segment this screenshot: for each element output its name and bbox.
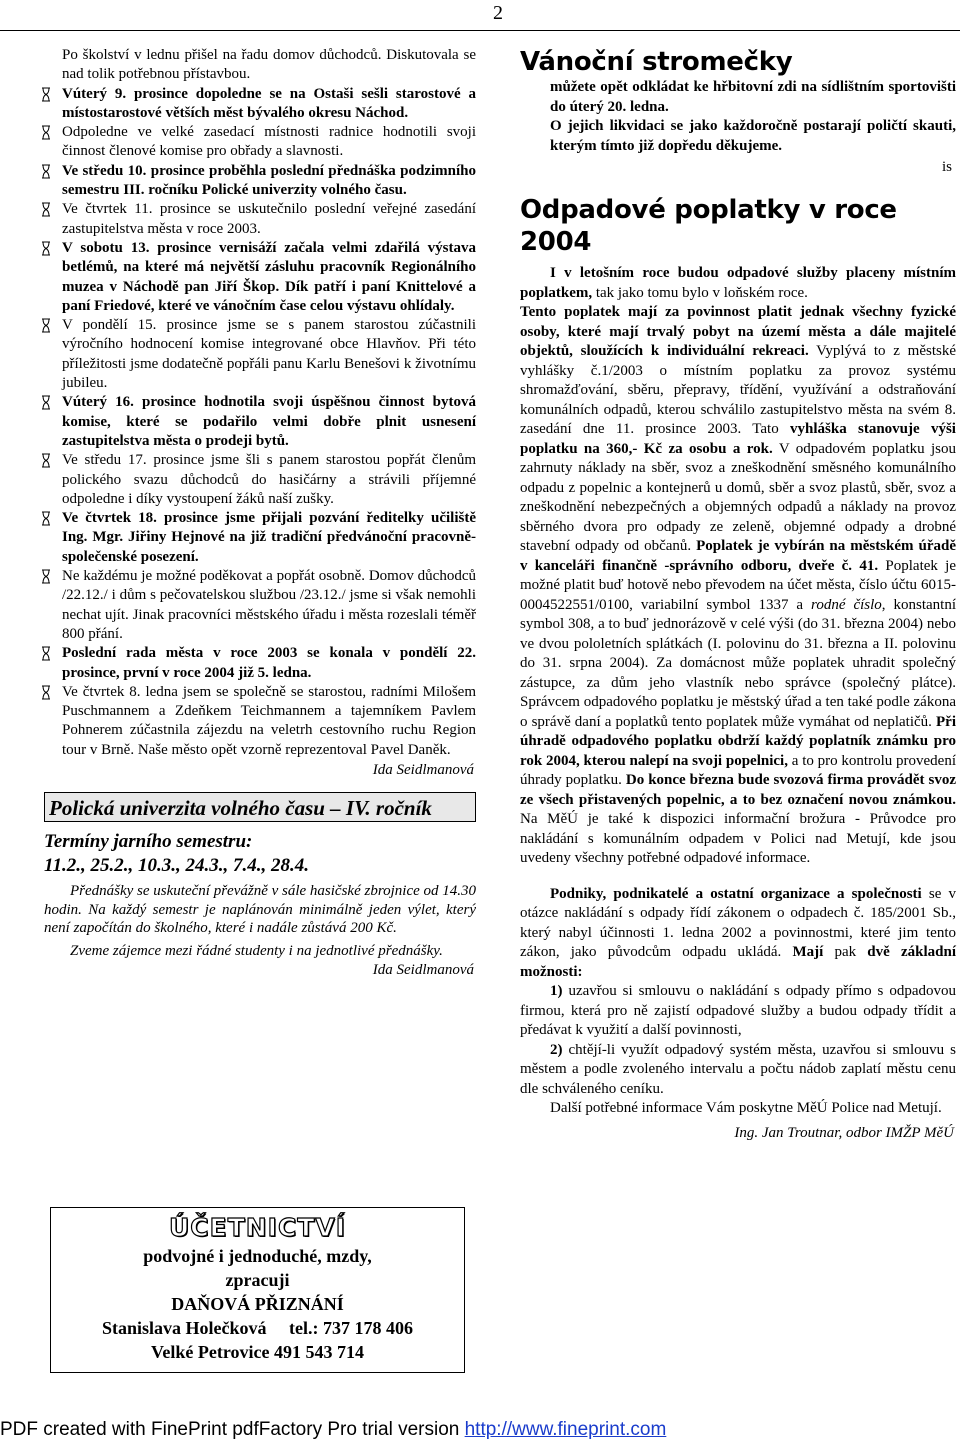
ad-line: zpracuji [225, 1270, 290, 1290]
hourglass-bullet-icon [40, 646, 52, 661]
signature: Ida Seidlmanová [372, 962, 474, 979]
chronicle-entry [36, 200, 476, 239]
paragraph: můžete opět odkládat ke hřbitovní zdi na sídlištním sportovišti do úterý 20. ledna. [550, 79, 956, 115]
ad-title: ÚČETNICTVÍ [168, 1213, 347, 1242]
signature: Ida Seidlmanová [372, 761, 474, 778]
paragraph: 2) chtějí-li využít odpadový systém města, uzavřou si smlouvu s městem a podle zvoleného intervalu a počtu nádob zaplatí městu cenu dle schváleného ceníku. [520, 1041, 956, 1097]
header-rule [0, 30, 960, 31]
footer-text: PDF created with FinePrint pdfFactory Pro trial version [0, 1419, 465, 1440]
hourglass-bullet-icon [40, 453, 52, 468]
chronicle-text: Ve středu 10. prosince proběhla poslední přednáška podzimního semestru III. ročníku Polické univerzity volného času. [62, 162, 476, 199]
chronicle-text: Ve čtvrtek 8. ledna jsem se společně se starostou, radními Milošem Puschmannem a Zdeňkem Teichmannem a tajemníkem Pavlem Pohnerem zúčastnila zájezdu na veletrh cestovního ruchu Region tour v Brně. Naše město opět vzorně reprezentoval Pavel Daněk. [62, 683, 476, 758]
right-column [520, 46, 956, 1143]
hourglass-bullet-icon [40, 685, 52, 700]
chronicle-entry [36, 644, 476, 683]
chronicle-text: Ve čtvrtek 11. prosince se uskutečnilo poslední veřejné zasedání zastupitelstva města v roce 2003. [62, 201, 476, 237]
ad-line: Velké Petrovice 491 543 714 [151, 1342, 364, 1362]
chronicle-text: V pondělí 15. prosince jsme se s panem starostou zúčastnili výročního hodnocení komise integrované obce Hlavňov. Při této příležitosti jsme dodatečně popřáli panu Karlu Benešovi k životnímu jubileu. [62, 317, 476, 392]
chronicle-text: Ve čtvrtek 18. prosince jsme přijali pozvání ředitelky učiliště Ing. Mgr. Jiřiny Hejnové na již tradiční předvánoční pracovně-společenské posezení. [62, 510, 476, 565]
chronicle-text: Po školství v lednu přišel na řadu domov důchodců. Diskutovala se nad tolik potřebnou přístavbou. [62, 47, 476, 83]
ad-line: DAŇOVÁ PŘIZNÁNÍ [171, 1294, 344, 1314]
ad-line: Stanislava Holečková tel.: 737 178 406 [102, 1318, 413, 1338]
hourglass-bullet-icon [40, 511, 52, 526]
chronicle-text: Odpoledne ve velké zasedací místnosti radnice hodnotili svoji činnost členové komise pro obřady a slavnosti. [62, 124, 476, 160]
left-column [36, 46, 476, 980]
advertisement-box [50, 1207, 465, 1373]
chronicle-entry [36, 239, 476, 316]
paragraph: Tento poplatek mají za povinnost platit jednak všechny fyzické osoby, které mají trvalý pobyt na území města a dále majitelé objektů, sloužících k individuální rekreaci. Vyplývá to z městské vyhlášky č.1/2003 o místním poplatku za provoz systému shromažďování, sběru, přepravy, třídění, využívání a odstraňování komunálních odpadů, kterou schválilo zastupitelstvo města na svém 8. zasedání dne 11. prosince 2003. Tato vyhláška stanovuje výši poplatku na 360,- Kč za osobu a rok. V odpadovém poplatku jsou zahrnuty náklady na sběr, svoz a zneškodnění směsného komunálního odpadu z popelnic a kontejnerů u domů, sběr a svoz plastů, sběr, svoz a zneškodnění nebezpečných a objemných odpadů a náklady na provoz sběrného dvora pro odpady ze zeleně, objemné odpady a drobné stavební odpady od občanů. Poplatek je vybírán na městském úřadě v kanceláři finančně -správního odboru, dveře č. 41. Poplatek je možné platit buď hotově nebo převodem na účet města, číslo účtu 6015-0004522551/0100, variabilní symbol 1337 a rodné číslo, konstantní symbol 308, a to buď jednorázově v celé výši (do 31. března 2004) nebo ve dvou pololetních splátkách (I. polovinu do 31. března a II. polovinu do 31. srpna 2004). Za domácnost může poplatek uhradit společný zástupce, za dům jeho vlastník nebo správce (společný plátce). Správcem odpadového poplatku je městský úřad a ten také podle zákona o správě daní a poplatků tento poplatek může vymáhat od neplatičů. Při úhradě odpadového poplatku obdrží každý poplatník známku pro rok 2004, kterou nalepí na svoji popelnici, a to pro kontrolu provedení úhrady poplatku. Do konce března bude svozová firma provádět svoz ze všech přistavených popelnic, a to bez označení novou známkou. Na MěÚ je také k dispozici informační brožura - Průvodce pro nakládání s komunálním odpadem v Polici nad Metují, kde jsou uvedeny všechny potřebné odpadové informace. [520, 304, 957, 866]
chronicle-entry [36, 509, 476, 567]
lectures-info: Přednášky se uskuteční převážně v sále hasičské zbrojnice od 14.30 hodin. Na každý semestr je naplánován minimálně jeden výlet, který není započítán do školného, které i nadále zůstává 200 Kč. [44, 882, 477, 937]
hourglass-bullet-icon [40, 87, 52, 102]
paragraph: Podniky, podnikatelé a ostatní organizace a společnosti se v otázce nakládání s odpady řídí zákonem o odpadech č. 185/2001 Sb., který nabyl účinnosti 1. ledna 2002 a povinnostmi, které jim tento zákon, jako původcům odpadu ukládá. Mají pak dvě základní možnosti: [520, 885, 957, 980]
hourglass-bullet-icon [40, 164, 52, 179]
chronicle-entry [36, 46, 476, 85]
chronicle-text: V sobotu 13. prosince vernisáží začala velmi zdařilá výstava betlémů, na které má největší zásluhu pracovník Regionálního muzea v Náchodě pan Jiří Škop. Dík patří i paní Knittelové a paní Friedové, které ve vánočním čase celou výstavu ohlídaly. [62, 239, 476, 314]
section-title-box: Polická univerzita volného času – IV. ročník [44, 792, 476, 822]
chronicle-text: Ve středu 17. prosince jsme šli s panem starostou popřát členům polického svazu důchodců do hasičárny a strávili příjemné odpoledne i díky vystoupení žáků naší zušky. [62, 452, 476, 507]
hourglass-bullet-icon [40, 125, 52, 140]
chronicle-entry [36, 567, 476, 644]
chronicle-entry [36, 393, 476, 451]
paragraph: Další potřebné informace Vám poskytne MěÚ Police nad Metují. [550, 1100, 942, 1116]
chronicle-entry [36, 85, 476, 124]
hourglass-bullet-icon [40, 395, 52, 410]
chronicle-text: Vúterý 9. prosince dopoledne se na Ostaši sešli starostové a místostarostové větších měst bývalého okresu Náchod. [62, 85, 476, 121]
chronicle-entry [36, 683, 476, 760]
paragraph: O jejich likvidaci se jako každoročně postarají poličtí skauti, kterým tímto již dopředu děkujeme. [550, 118, 956, 154]
page-number: 2 [493, 2, 503, 24]
hourglass-bullet-icon [40, 241, 52, 256]
hourglass-bullet-icon [40, 569, 52, 584]
hourglass-bullet-icon [40, 318, 52, 333]
term-title: Termíny jarního semestru: [44, 830, 253, 852]
footer-link[interactable]: http://www.fineprint.com [464, 1419, 667, 1440]
chronicle-text: Ne každému je možné poděkovat a popřát osobně. Domov důchodců /22.12./ i dům s pečovatelskou službou /23.12./ jsme si však nemohli nechat ujít. Jinak pracovníci městského úřadu i města rozeslali téměř 800 přání. [62, 568, 476, 642]
chronicle-text: Vúterý 16. prosince hodnotila svoji úspěšnou činnost bytová komise, které se podařilo velmi dobře plnit usnesení zastupitelstva města o prodeji bytů. [62, 394, 476, 449]
author-initials: is [941, 159, 952, 175]
chronicle-entry [36, 123, 476, 162]
hourglass-bullet-icon [40, 202, 52, 217]
ad-line: podvojné i jednoduché, mzdy, [143, 1246, 372, 1266]
paragraph: I v letošním roce budou odpadové služby placeny místním poplatkem, tak jako tomu bylo v loňském roce. [520, 265, 956, 301]
headline-christmas-trees: Vánoční stromečky [520, 47, 793, 77]
signature: Ing. Jan Troutnar, odbor IMŽP MěÚ [734, 1124, 954, 1141]
headline-waste-fees: Odpadové poplatky v roce 2004 [520, 195, 897, 257]
chronicle-list [36, 46, 476, 760]
paragraph: 1) uzavřou si smlouvu o nakládání s odpady přímo s odpadovou firmou, která pro ně zajistí odpadové služby a budou odpady třídit a předávat k využití a další povinnosti, [520, 983, 956, 1038]
pdf-footer [0, 1418, 960, 1442]
term-dates: 11.2., 25.2., 10.3., 24.3., 7.4., 28.4. [44, 854, 309, 876]
invitation-text: Zveme zájemce mezi řádné studenty i na jednotlivé přednášky. [70, 942, 443, 959]
chronicle-entry [36, 451, 476, 509]
chronicle-text: Poslední rada města v roce 2003 se konala v pondělí 22. prosince, první v roce 2004 již 5. ledna. [62, 645, 476, 681]
chronicle-entry [36, 162, 476, 201]
chronicle-entry [36, 316, 476, 393]
